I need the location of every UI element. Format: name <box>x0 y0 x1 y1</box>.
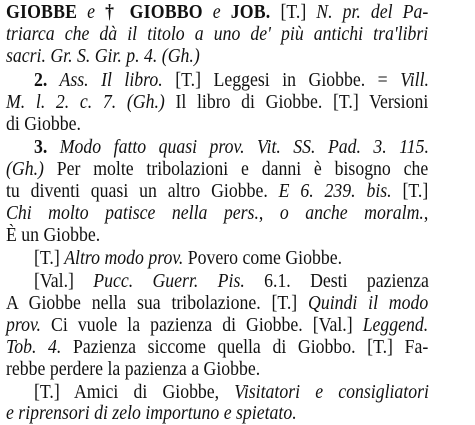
entry-text-segment: e riprensori di zelo importuno e spietato. <box>6 403 297 424</box>
entry-text-segment: [T.] Amici di Giobbe, <box>34 382 235 403</box>
entry-text-segment: Per molte tribolazioni e danni è bisogno che <box>43 159 429 180</box>
headword-giobbo: GIOBBO <box>129 2 203 23</box>
entry-text-segment: [T.] <box>280 2 307 23</box>
entry-text-line <box>6 337 428 359</box>
entry-text-line <box>6 24 428 46</box>
entry-text-segment: A Giobbe nella sua tribolazione. [T.] <box>6 293 309 314</box>
entry-text-segment: (Gh.) <box>6 159 44 180</box>
entry-text-line <box>6 293 428 315</box>
entry-text-line <box>6 114 428 136</box>
entry-text-segment: Tob. 4. <box>6 337 62 358</box>
entry-text-line <box>34 382 429 404</box>
entry-text-line <box>6 46 428 68</box>
entry-text-segment: Ass. Il libro. <box>47 70 176 91</box>
dagger-mark: † <box>105 2 120 23</box>
headword-conjunction: e <box>212 2 221 23</box>
entry-text-segment: [T.] Leggesi in Giobbe. = <box>175 70 401 91</box>
entry-text-segment: [Val.] <box>34 271 94 292</box>
entry-text-segment: Chi molto patisce nella pers. <box>6 203 259 224</box>
headword-conjunction: e <box>87 2 96 23</box>
entry-text-segment: M. l. 2. c. 7. (Gh.) <box>6 92 165 113</box>
entry-text-segment: , <box>258 203 280 224</box>
entry-text-line <box>34 70 429 92</box>
entry-text-line <box>6 403 428 425</box>
entry-text-segment: Pazienza siccome quella di Giobbo. [T.] Fa- <box>61 337 429 358</box>
entry-text-segment: Altro modo prov. <box>64 248 184 269</box>
entry-text-segment: Povero come Giobbe. <box>183 248 343 269</box>
entry-text-segment: , <box>423 203 429 224</box>
entry-text-segment: N. pr. del Pa- <box>306 2 429 23</box>
entry-text-segment: 6.1. Desti pazienza <box>244 271 429 292</box>
entry-text-segment: E 6. 239. bis. <box>278 181 392 202</box>
entry-text-line <box>34 248 429 270</box>
entry-text-segment: rebbe perdere la pazienza a Giobbe. <box>6 359 261 380</box>
entry-text-segment: Leggend. <box>362 315 429 336</box>
entry-text-segment: sacri. Gr. S. Gir. p. 4. (Gh.) <box>6 46 200 67</box>
entry-text-segment: triarca che dà il titolo a uno de' più antichi tra'libri <box>6 24 429 45</box>
headword-giobbe: GIOBBE <box>6 2 78 23</box>
entry-text-segment: Modo fatto quasi prov. Vit. SS. Pad. 3. 115. <box>47 137 429 158</box>
headword-job: JOB. <box>230 2 271 23</box>
entry-text-segment: Pucc. Guerr. Pis. <box>93 271 245 292</box>
entry-text-segment: di Giobbe. <box>6 114 81 135</box>
entry-text-segment: [T.] <box>391 181 429 202</box>
entry-text-segment: Quindi il modo <box>308 293 429 314</box>
entry-text-line <box>6 181 428 203</box>
entry-text-line <box>6 159 428 181</box>
entry-text-segment: Vill. <box>400 70 429 91</box>
entry-text-segment: Ci vuole la pazienza di Giobbe. [Val.] <box>40 315 363 336</box>
entry-text-segment: tu diventi quasi un altro Giobbe. <box>6 181 279 202</box>
entry-text-line <box>6 203 428 225</box>
entry-text-line <box>6 315 428 337</box>
entry-text-line <box>6 359 428 381</box>
entry-text-segment: [T.] <box>34 248 65 269</box>
entry-text-line <box>6 225 428 247</box>
entry-text-segments <box>280 2 428 23</box>
entry-text-segment: Il libro di Giobbe. [T.] Versioni <box>164 92 429 113</box>
entry-text-segment: Visitatori e consigliatori <box>234 382 429 403</box>
entry-text-line <box>6 92 428 114</box>
entry-text-segment: È un Giobbe. <box>6 225 101 246</box>
entry-text-line <box>34 137 429 159</box>
entry-text-segment: o anche moralm. <box>279 203 424 224</box>
entry-text-segment: 3. <box>34 137 48 158</box>
entry-text-segment: prov. <box>6 315 41 336</box>
entry-text-segment: 2. <box>34 70 48 91</box>
entry-text-line <box>34 271 429 293</box>
entry-headword-line <box>6 2 428 24</box>
